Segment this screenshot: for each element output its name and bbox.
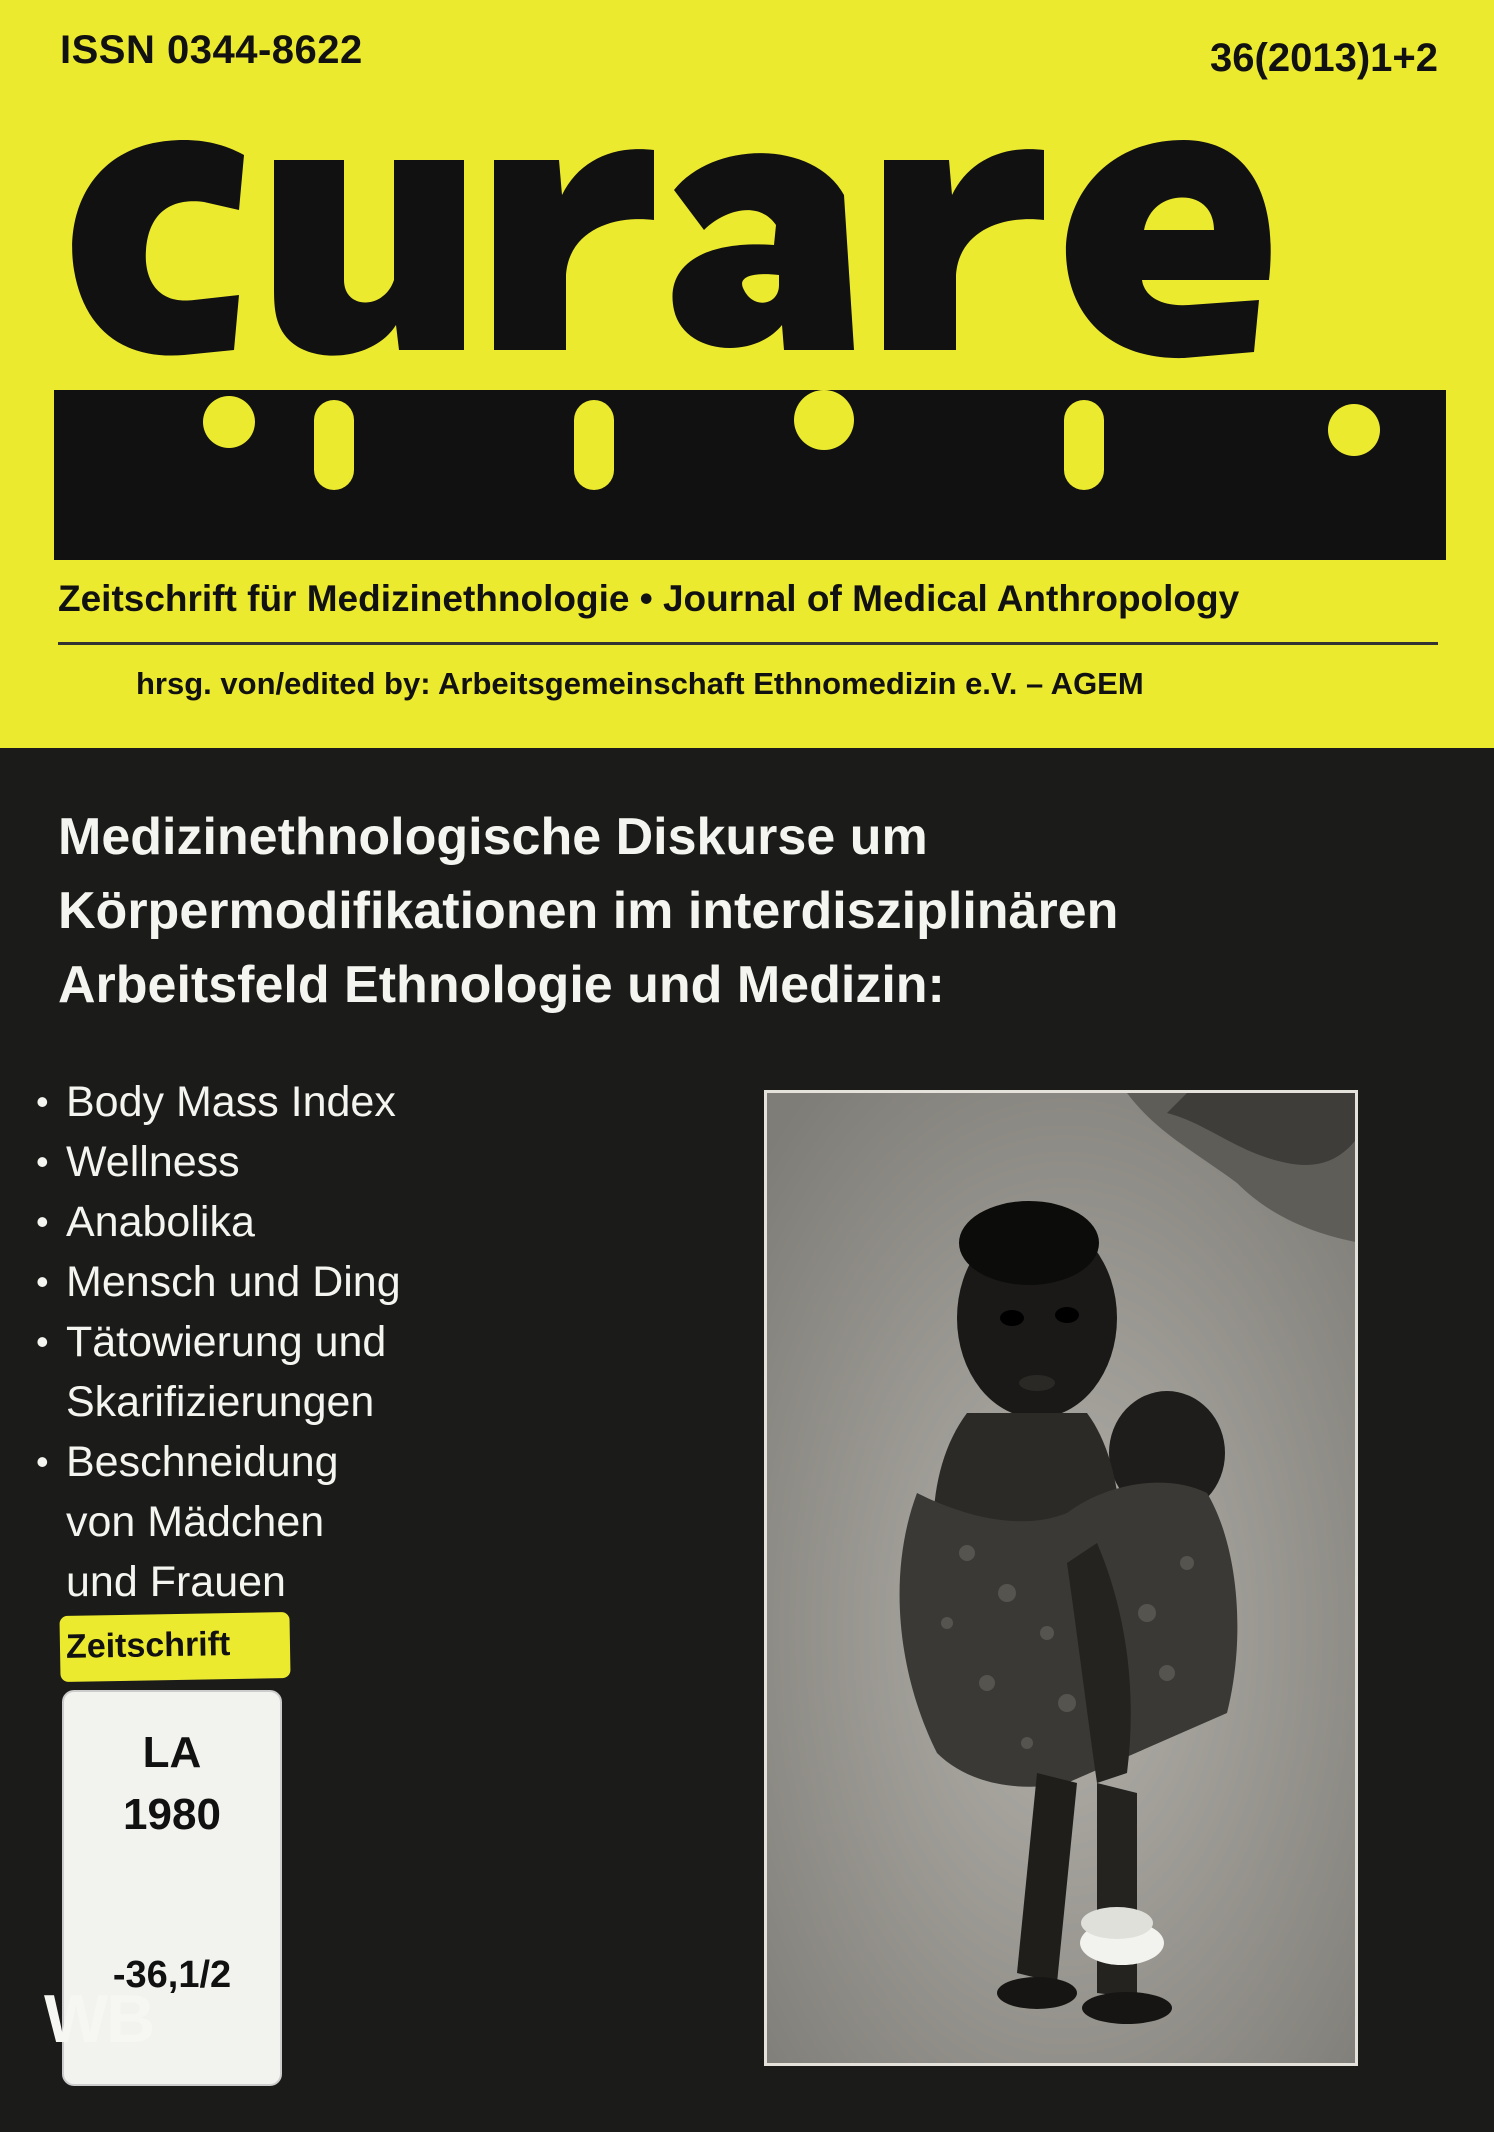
topic-item-continued: von Mädchen <box>66 1498 325 1546</box>
call-number-line1: LA <box>142 1728 202 1777</box>
editor-line: hrsg. von/edited by: Arbeitsgemeinschaft Ethnomedizin e.V. – AGEM <box>136 666 1144 701</box>
topic-item-continued: Skarifizierungen <box>66 1378 375 1426</box>
curare-logo <box>54 100 1446 560</box>
topic-item: • Tätowierung und <box>36 1312 401 1372</box>
cover-header <box>0 0 1494 748</box>
bullet-icon: • <box>36 1081 49 1122</box>
issue-number: 36(2013)1+2 <box>1210 36 1438 80</box>
call-number-line3: -36,1/2 <box>112 1954 232 1996</box>
bullet-icon: • <box>36 1321 49 1362</box>
bullet-icon: • <box>36 1201 49 1242</box>
headline-line: Körpermodifikationen im interdisziplinären <box>58 882 1119 940</box>
library-stamp: WB <box>44 1981 154 2057</box>
bullet-icon: • <box>36 1261 49 1302</box>
topic-list <box>36 1072 401 1612</box>
issue-headline <box>58 800 1118 1022</box>
headline-line: Arbeitsfeld Ethnologie und Medizin: <box>58 956 945 1014</box>
headline-line: Medizinethnologische Diskurse um <box>58 808 928 866</box>
topic-item: • Body Mass Index <box>36 1072 401 1132</box>
topic-item: • Anabolika <box>36 1192 401 1252</box>
child-photo-illustration <box>767 1093 1358 2066</box>
cover-photo <box>764 1090 1358 2066</box>
topic-item: • Mensch und Ding <box>36 1252 401 1312</box>
library-tag-text: Zeitschrift <box>65 1625 231 1666</box>
divider-rule <box>58 642 1438 645</box>
topic-item: • Wellness <box>36 1132 401 1192</box>
bullet-icon: • <box>36 1441 49 1482</box>
topic-item-continued: und Frauen <box>66 1558 286 1606</box>
library-tag <box>59 1612 290 1682</box>
journal-subtitle: Zeitschrift für Medizinethnologie • Journal of Medical Anthropology <box>58 578 1240 619</box>
bullet-icon: • <box>36 1141 49 1182</box>
call-number-line2: 1980 <box>123 1790 221 1839</box>
issn: ISSN 0344-8622 <box>60 28 363 72</box>
topic-item: • Beschneidung <box>36 1432 401 1492</box>
